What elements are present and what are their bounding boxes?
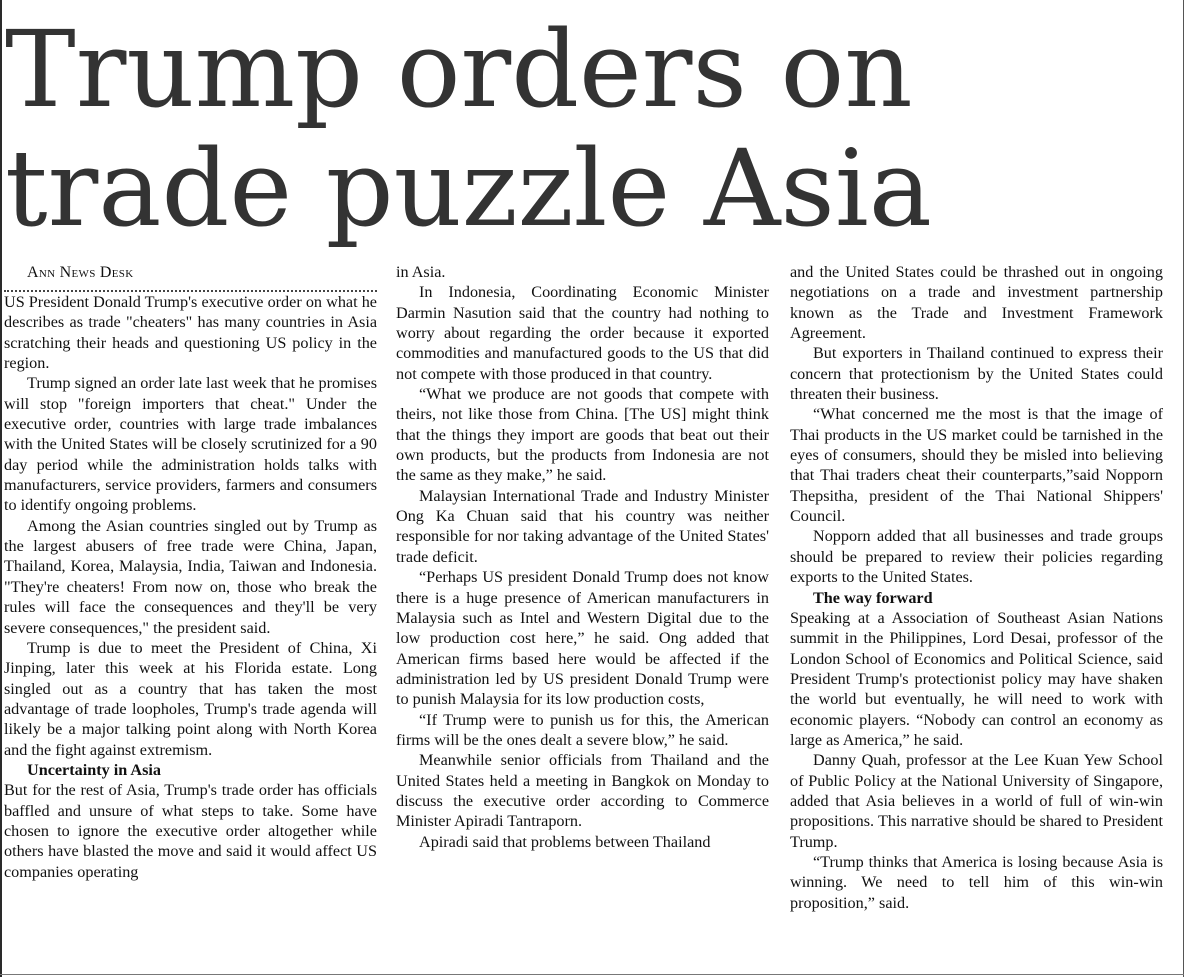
left-border-rule	[0, 0, 2, 977]
paragraph: and the United States could be thrashed out in ongoing negotiations on a trade and investment partnership known as the Trade and Investment Framework Agreement.	[790, 263, 1163, 343]
headline-line-1: Trump orders on	[5, 8, 913, 131]
paragraph: Malaysian International Trade and Industry Minister Ong Ka Chuan said that his country was neither responsible for nor taking advantage of the United States' trade deficit.	[396, 486, 769, 566]
headline	[5, 10, 1005, 248]
paragraph: in Asia.	[396, 263, 446, 281]
subheading-uncertainty: Uncertainty in Asia	[27, 760, 161, 779]
paragraph: Speaking at a Association of Southeast Asian Nations summit in the Philippines, Lord Desai, professor of the London School of Economics and Political Science, said President Trump's protectionist policy may have shaken the world but eventually, he will need to work with economic players. “Nobody can control an economy as large as America,” he said.	[790, 608, 1163, 749]
paragraph: But exporters in Thailand continued to express their concern that protectionism by the United States could threaten their business.	[790, 344, 1163, 404]
subheading-way-forward: The way forward	[813, 588, 933, 607]
paragraph: “If Trump were to punish us for this, the American firms will be the ones dealt a severe blow,” he said.	[396, 710, 769, 749]
paragraph: Meanwhile senior officials from Thailand and the United States held a meeting in Bangkok on Monday to discuss the executive order according to Commerce Minister Apiradi Tantraporn.	[396, 751, 769, 831]
headline-line-2: trade puzzle Asia	[5, 127, 932, 250]
article-column-1	[4, 262, 377, 882]
right-border-rule	[1183, 0, 1184, 977]
paragraph: “What concerned me the most is that the image of Thai products in the US market could be tarnished in the eyes of consumers, should they be misled into believing that Thai traders cheat their counterparts,”said Nopporn Thepsitha, president of the Thai National Shippers' Council.	[790, 405, 1163, 526]
paragraph: “What we produce are not goods that compete with theirs, not like those from China. [The US] might think that the things they import are goods that beat out their own products, but the products from Indonesia are not the same as they make,” he said.	[396, 385, 769, 485]
paragraph: Trump signed an order late last week that he promises will stop "foreign importers that cheat." Under the executive order, countries with large trade imbalances with the United States will be closely scrutinized for a 90 day period while the administration holds talks with manufacturers, service providers, farmers and consumers to identify ongoing problems.	[4, 374, 377, 515]
paragraph: Trump is due to meet the President of China, Xi Jinping, later this week at his Florida estate. Long singled out as a country that has taken the most advantage of trade loopholes, Trump's trade agenda will likely be a major talking point along with North Korea and the fight against extremism.	[4, 638, 377, 759]
paragraph: “Trump thinks that America is losing because Asia is winning. We need to tell him of this win-win proposition,” said.	[790, 852, 1163, 912]
article-column-3	[790, 262, 1163, 913]
paragraph: Nopporn added that all businesses and trade groups should be prepared to review their policies regarding exports to the United States.	[790, 527, 1163, 587]
byline: Ann News Desk	[4, 262, 377, 292]
paragraph: Danny Quah, professor at the Lee Kuan Yew School of Public Policy at the National University of Singapore, added that Asia believes in a world of full of win-win propositions. This narrative should be shared to President Trump.	[790, 751, 1163, 851]
paragraph: In Indonesia, Coordinating Economic Minister Darmin Nasution said that the country had nothing to worry about regarding the order because it exported commodities and manufactured goods to the US that did not compete with those produced in that country.	[396, 283, 769, 383]
bottom-border-rule	[0, 974, 1184, 975]
paragraph: But for the rest of Asia, Trump's trade order has officials baffled and unsure of what steps to take. Some have chosen to ignore the executive order altogether while others have blasted the move and said it would affect US companies operating	[4, 781, 377, 881]
paragraph: Apiradi said that problems between Thailand	[419, 832, 711, 851]
article-column-2	[396, 262, 769, 852]
paragraph: Among the Asian countries singled out by Trump as the largest abusers of free trade were China, Japan, Thailand, Korea, Malaysia, India, Taiwan and Indonesia. "They're cheaters! From now on, those who break the rules will face the consequences and they'll be very severe consequences," the president said.	[4, 516, 377, 637]
paragraph: “Perhaps US president Donald Trump does not know there is a huge presence of American manufacturers in Malaysia such as Intel and Western Digital due to the low production cost here,” he said. Ong added that American firms based here would be affected if the administration led by US president Donald Trump were to punish Malaysia for its low production costs,	[396, 568, 769, 709]
paragraph: US President Donald Trump's executive order on what he describes as trade "cheaters" has many countries in Asia scratching their heads and questioning US policy in the region.	[4, 293, 377, 373]
